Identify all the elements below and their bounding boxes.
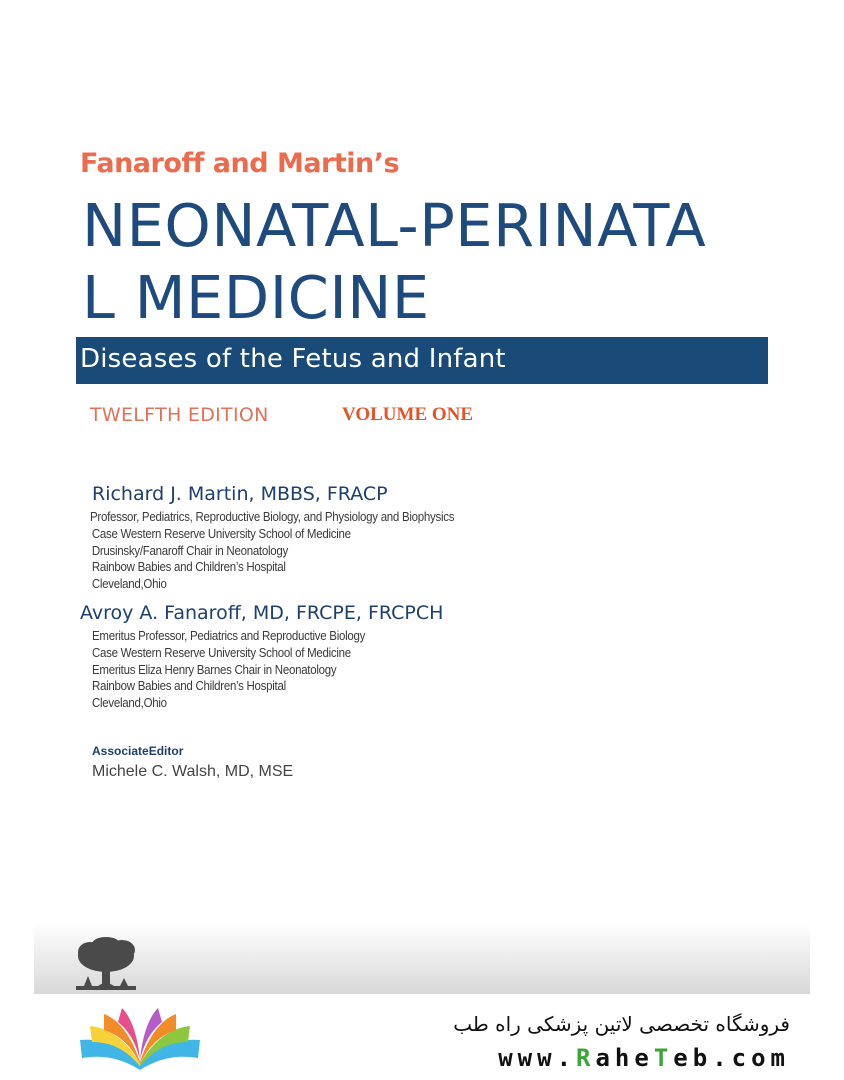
author-2-affiliation: Case Western Reserve University School of Medicine	[92, 645, 351, 660]
author-1-affiliation: Rainbow Babies and Children’s Hospital	[91, 560, 286, 575]
associate-editor-name: Michele C. Walsh, MD, MSE	[92, 763, 294, 780]
elsevier-tree-icon	[70, 936, 142, 994]
author-1-affiliation: Professor, Pediatrics, Reproductive Biology, and Physiology and Biophysics	[90, 510, 455, 524]
author-2-affiliation: Emeritus Eliza Henry Barnes Chair in Neonatology	[92, 662, 337, 677]
author-2-affiliation: Cleveland,Ohio	[92, 696, 167, 711]
associate-editor-label: AssociateEditor	[92, 744, 184, 758]
book-title	[82, 190, 762, 334]
book-subtitle: Diseases of the Fetus and Infant	[80, 344, 506, 374]
book-title-line-1: NEONATAL-PERINATA	[82, 191, 707, 260]
site-part: R	[576, 1044, 596, 1072]
book-title-line-2: L MEDICINE	[82, 263, 430, 332]
store-website[interactable]	[498, 1044, 790, 1072]
series-title: Fanaroff and Martin’s	[80, 148, 400, 179]
author-1-affiliation: Drusinsky/Fanaroff Chair in Neonatology	[91, 543, 288, 558]
open-book-icon	[76, 1008, 204, 1072]
volume-label: VOLUME ONE	[342, 404, 474, 425]
author-2-name: Avroy A. Fanaroff, MD, FRCPE, FRCPCH	[80, 602, 444, 624]
author-1-affiliations	[90, 509, 454, 593]
author-2-affiliations	[92, 628, 365, 712]
author-2-affiliation: Emeritus Professor, Pediatrics and Reproductive Biology	[92, 629, 366, 643]
author-1-affiliation: Cleveland,Ohio	[91, 577, 167, 592]
author-1-affiliation: Case Western Reserve University School of Medicine	[91, 526, 351, 541]
footer-gradient	[34, 922, 810, 994]
site-part: T	[653, 1044, 674, 1072]
author-2-affiliation: Rainbow Babies and Children’s Hospital	[92, 679, 286, 694]
site-part: eb.com	[673, 1044, 790, 1072]
site-part: ahe	[595, 1044, 654, 1072]
edition-label: TWELFTH EDITION	[90, 404, 269, 426]
site-part: www.	[498, 1044, 577, 1072]
author-1-name: Richard J. Martin, MBBS, FRACP	[92, 483, 388, 505]
store-name-text: فروشگاه تخصصی لاتین پزشکی راه طب	[453, 1012, 790, 1036]
